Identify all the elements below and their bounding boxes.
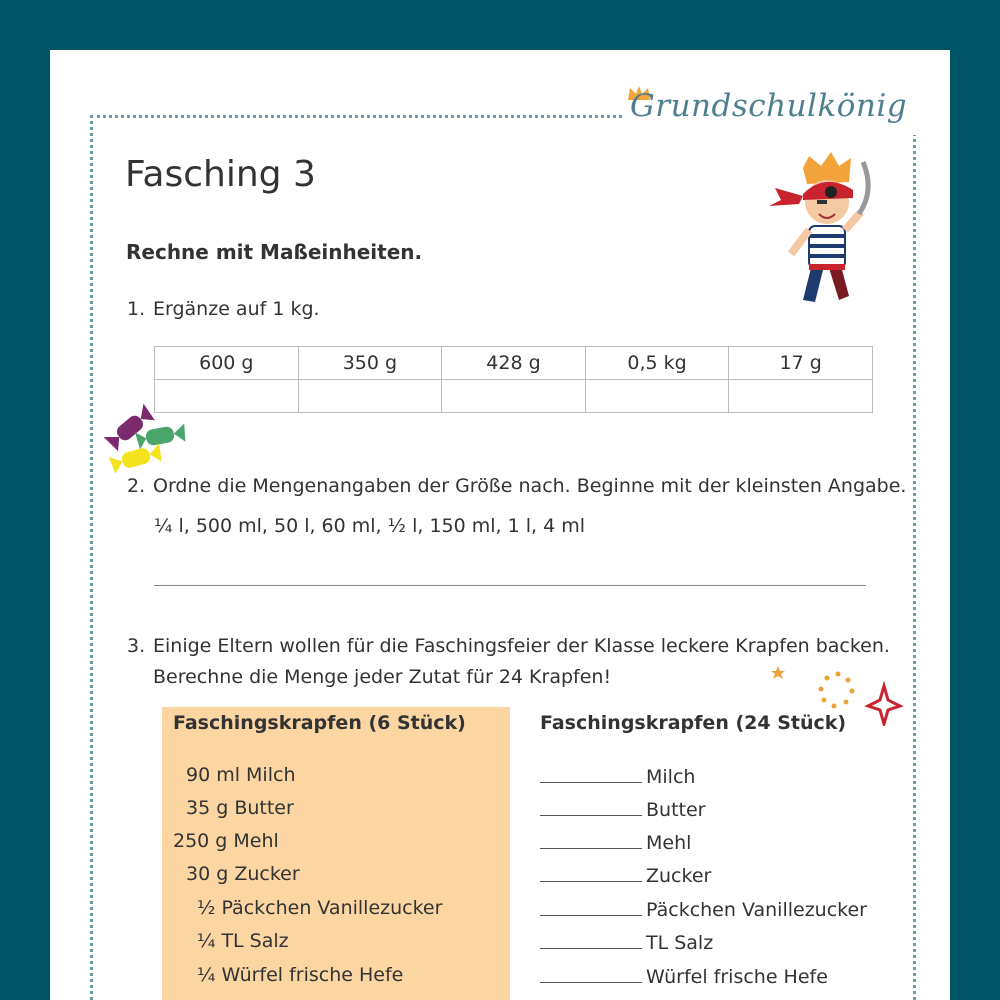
- blank-item[interactable]: Milch: [540, 764, 695, 788]
- ingredient-item: ¼ Würfel frische Hefe: [197, 964, 404, 986]
- table-cell: 350 g: [298, 347, 442, 380]
- table-row: [155, 347, 873, 380]
- task-3-line1: Einige Eltern wollen für die Faschingsfeier der Klasse leckere Krapfen backen.: [153, 635, 890, 657]
- page-title: Fasching 3: [125, 154, 316, 195]
- instruction-heading: Rechne mit Maßeinheiten.: [126, 240, 423, 264]
- ingredient-item: ¼ TL Salz: [197, 930, 289, 952]
- blank-item[interactable]: Zucker: [540, 863, 711, 887]
- table-cell: 0,5 kg: [585, 347, 729, 380]
- task-1: [127, 294, 320, 325]
- task-1-number: 1.: [127, 298, 146, 320]
- recipe-6-title: Faschingskrapfen (6 Stück): [173, 712, 466, 734]
- brand-logo: Grundschulkönig: [630, 88, 908, 124]
- candy-illustration: [102, 402, 192, 477]
- answer-cell[interactable]: [442, 380, 586, 413]
- kg-table: [154, 346, 873, 413]
- recipe-24-title: Faschingskrapfen (24 Stück): [540, 712, 847, 734]
- answer-cell[interactable]: [585, 380, 729, 413]
- table-cell: 17 g: [729, 347, 873, 380]
- ingredient-item: 250 g Mehl: [173, 830, 279, 852]
- blank-item[interactable]: TL Salz: [540, 930, 713, 954]
- task-2-text: Ordne die Mengenangaben der Größe nach. Beginne mit der kleinsten Angabe.: [153, 475, 907, 497]
- ingredient-item: 90 ml Milch: [186, 764, 296, 786]
- task-3-line2: Berechne die Menge jeder Zutat für 24 Krapfen!: [153, 666, 612, 688]
- answer-cell[interactable]: [729, 380, 873, 413]
- task-3-number: 3.: [127, 635, 146, 657]
- table-row: [155, 380, 873, 413]
- task-2: [127, 471, 906, 502]
- ingredient-item: 35 g Butter: [186, 797, 294, 819]
- ingredient-item: ½ Päckchen Vanillezucker: [197, 897, 443, 919]
- table-cell: 428 g: [442, 347, 586, 380]
- blank-item[interactable]: Mehl: [540, 830, 691, 854]
- answer-line[interactable]: [154, 585, 866, 586]
- ingredient-item: 30 g Zucker: [186, 863, 300, 885]
- pirate-illustration: [765, 150, 875, 320]
- answer-cell[interactable]: [298, 380, 442, 413]
- table-cell: 600 g: [155, 347, 299, 380]
- task-1-text: Ergänze auf 1 kg.: [153, 298, 320, 320]
- blank-item[interactable]: Butter: [540, 797, 705, 821]
- task-2-amounts: ¼ l, 500 ml, 50 l, 60 ml, ½ l, 150 ml, 1 l, 4 ml: [154, 515, 586, 537]
- task-2-number: 2.: [127, 475, 146, 497]
- worksheet: [50, 50, 950, 1000]
- blank-item[interactable]: Päckchen Vanillezucker: [540, 897, 867, 921]
- blank-item[interactable]: Würfel frische Hefe: [540, 964, 828, 988]
- recipe-box-6: [162, 707, 510, 1000]
